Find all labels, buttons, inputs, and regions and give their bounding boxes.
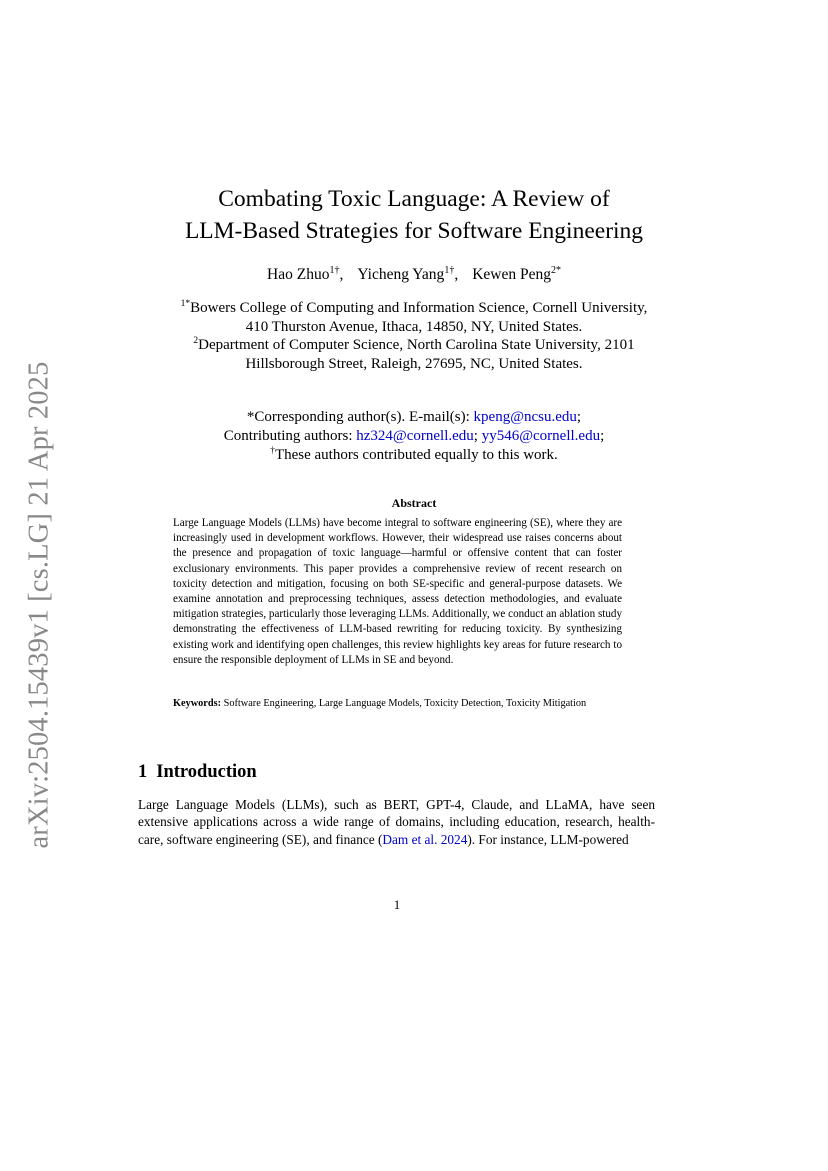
citation-link[interactable]: Dam et al. 2024 (382, 831, 468, 847)
author-marks: 1† (329, 265, 340, 276)
arxiv-stamp-text: arXiv:2504.15439v1 [cs.LG] 21 Apr 2025 (23, 361, 55, 849)
section-number: 1 (138, 762, 148, 782)
affiliation-1-line-2: 410 Thurston Avenue, Ithaca, 14850, NY, United States. (245, 318, 583, 335)
equal-contribution-note: These authors contributed equally to this work. (274, 447, 558, 463)
punctuation: ; (473, 428, 482, 444)
keywords-label: Keywords: (173, 698, 222, 709)
contributing-email-link-1[interactable]: hz324@cornell.edu (356, 428, 474, 444)
author-name: Hao Zhuo (267, 266, 330, 283)
affiliation-2-line-2: Hillsborough Street, Raleigh, 27695, NC, United States. (245, 355, 583, 372)
affiliations (0, 299, 828, 373)
author-name: Kewen Peng (472, 266, 551, 283)
affiliation-2-line-1: Department of Computer Science, North Carolina State University, 2101 (198, 337, 635, 353)
intro-text: ). For instance, LLM-powered (467, 831, 629, 847)
intro-text: Large Language Models (LLMs), such as BERT, GPT-4, Claude, and LLaMA, have seen extensive applications across a wide range of domains, including education, research, health-care, software engineering (SE), and finance ( (138, 797, 655, 847)
punctuation: ; (600, 428, 605, 444)
corresponding-prefix: *Corresponding author(s). E-mail(s): (246, 409, 474, 425)
contributing-prefix: Contributing authors: (223, 428, 357, 444)
author-marks: 1† (444, 265, 455, 276)
section-heading (138, 762, 257, 783)
paper-title (0, 183, 828, 247)
page-number: 1 (393, 897, 401, 912)
punctuation: ; (576, 409, 582, 425)
keywords-text: Software Engineering, Large Language Models, Toxicity Detection, Toxicity Mitigation (221, 698, 587, 709)
equal-contribution-mark: † (270, 446, 275, 456)
contributing-email-link-2[interactable]: yy546@cornell.edu (481, 428, 601, 444)
section-title: Introduction (156, 762, 257, 782)
keywords (173, 697, 633, 711)
author-marks: 2* (550, 265, 561, 276)
author-name: Yicheng Yang (357, 266, 445, 283)
affiliation-1-line-1: Bowers College of Computing and Information Science, Cornell University, (190, 300, 648, 316)
intro-paragraph (138, 796, 655, 848)
author-list: Hao Zhuo$^{1\dagger}$, Yicheng Yang$^{1\dagger}$, Kewen Peng$^{2*}$ (267, 265, 561, 283)
abstract-heading: Abstract (391, 496, 437, 510)
title-line-1: Combating Toxic Language: A Review of (218, 186, 610, 212)
affiliation-mark: 2 (193, 336, 199, 346)
contact-info (0, 408, 828, 465)
affiliation-mark: 1* (180, 299, 191, 309)
title-line-2: LLM-Based Strategies for Software Engineering (184, 218, 644, 244)
corresponding-email-link[interactable]: kpeng@ncsu.edu (473, 409, 577, 425)
abstract-body: Large Language Models (LLMs) have become integral to software engineering (SE), where they are increasingly used in development workflows. However, their widespread use raises concerns about the presence and propagation of toxic language—harmful or offensive content that can foster exclusionary environments. This paper provides a comprehensive review of recent research on toxicity detection and mitigation, focusing on both SE-specific and general-purpose datasets. We examine annotation and preprocessing techniques, assess detection methodologies, and evaluate mitigation strategies, particularly those leveraging LLMs. Additionally, we conduct an ablation study demonstrating the effectiveness of LLM-based rewriting for reducing toxicity. By synthesizing existing work and identifying open challenges, this review highlights key areas for future research to ensure the responsible deployment of LLMs in SE and beyond. (173, 517, 622, 666)
